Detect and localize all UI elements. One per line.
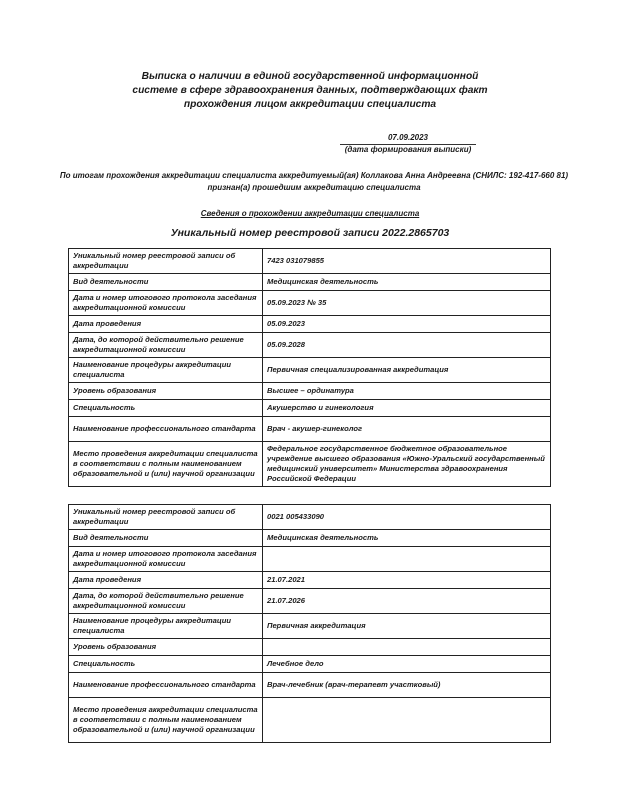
row-value: Врач - акушер-гинеколог — [263, 417, 551, 442]
table-row — [69, 505, 551, 530]
row-label: Уникальный номер реестровой записи об аккредитации — [69, 505, 263, 530]
document-title-line: системе в сфере здравоохранения данных, подтверждающих факт — [132, 85, 488, 96]
row-value — [263, 698, 551, 743]
row-value: 7423 031079855 — [263, 249, 551, 274]
row-value: Врач-лечебник (врач-терапевт участковый) — [263, 673, 551, 698]
table-row — [69, 316, 551, 333]
row-label: Дата и номер итогового протокола заседания аккредитационной комиссии — [69, 547, 263, 572]
row-label: Наименование профессионального стандарта — [69, 417, 263, 442]
accreditation-record-table — [68, 248, 551, 487]
row-value: 0021 005433090 — [263, 505, 551, 530]
section-title: Сведения о прохождении аккредитации специалиста — [200, 209, 420, 218]
table-row — [69, 572, 551, 589]
row-label: Дата, до которой действительно решение аккредитационной комиссии — [69, 589, 263, 614]
row-value: 21.07.2021 — [263, 572, 551, 589]
row-value: Федеральное государственное бюджетное образовательное учреждение высшего образования «Южно-Уральский государственный медицинский университет» Министерства здравоохранения Российской Федерации — [263, 442, 551, 487]
row-label: Вид деятельности — [69, 530, 263, 547]
table-row — [69, 333, 551, 358]
table-row — [69, 383, 551, 400]
row-label: Место проведения аккредитации специалиста в соответствии с полным наименованием образовательной и (или) научной организации — [69, 442, 263, 487]
table-row — [69, 358, 551, 383]
row-label: Место проведения аккредитации специалиста в соответствии с полным наименованием образовательной и (или) научной организации — [69, 698, 263, 743]
row-label: Специальность — [69, 400, 263, 417]
row-value — [263, 639, 551, 656]
table-row — [69, 639, 551, 656]
table-row — [69, 547, 551, 572]
issue-date-caption: (дата формирования выписки) — [344, 145, 472, 154]
table-row — [69, 589, 551, 614]
row-value: Первичная специализированная аккредитация — [263, 358, 551, 383]
row-value: Высшее – ординатура — [263, 383, 551, 400]
document-title — [100, 70, 520, 112]
table-row — [69, 249, 551, 274]
row-value: 05.09.2023 № 35 — [263, 291, 551, 316]
document-title-line: прохождения лицом аккредитации специалиста — [183, 99, 437, 110]
table-row — [69, 656, 551, 673]
row-label: Дата и номер итогового протокола заседания аккредитационной комиссии — [69, 291, 263, 316]
row-label: Уровень образования — [69, 639, 263, 656]
row-label: Наименование профессионального стандарта — [69, 673, 263, 698]
row-value: 05.09.2028 — [263, 333, 551, 358]
row-label: Дата проведения — [69, 572, 263, 589]
row-value: Медицинская деятельность — [263, 530, 551, 547]
table-row — [69, 291, 551, 316]
table-row — [69, 673, 551, 698]
issue-date-block — [340, 133, 476, 155]
intro-text: По итогам прохождения аккредитации специалиста аккредитуемый(ая) Коллакова Анна Андреевна (СНИЛС: 192-417-660 81) признан(а) прошедшим аккредитацию специалиста — [59, 171, 569, 192]
row-value: Первичная аккредитация — [263, 614, 551, 639]
row-label: Уровень образования — [69, 383, 263, 400]
table-row — [69, 274, 551, 291]
row-label: Уникальный номер реестровой записи об аккредитации — [69, 249, 263, 274]
table-row — [69, 400, 551, 417]
row-value — [263, 547, 551, 572]
row-value: Акушерство и гинекология — [263, 400, 551, 417]
row-value: 21.07.2026 — [263, 589, 551, 614]
row-value: Медицинская деятельность — [263, 274, 551, 291]
row-label: Наименование процедуры аккредитации специалиста — [69, 358, 263, 383]
table-row — [69, 530, 551, 547]
row-label: Специальность — [69, 656, 263, 673]
row-value: Лечебное дело — [263, 656, 551, 673]
issue-date: 07.09.2023 — [340, 133, 476, 145]
document-title-line: Выписка о наличии в единой государственной информационной — [141, 71, 479, 82]
accreditation-record-table — [68, 504, 551, 743]
row-label: Дата проведения — [69, 316, 263, 333]
table-row — [69, 614, 551, 639]
table-row — [69, 417, 551, 442]
registry-number-title: Уникальный номер реестровой записи 2022.2865703 — [170, 227, 450, 239]
table-row — [69, 698, 551, 743]
table-row — [69, 442, 551, 487]
row-label: Наименование процедуры аккредитации специалиста — [69, 614, 263, 639]
row-label: Дата, до которой действительно решение аккредитационной комиссии — [69, 333, 263, 358]
row-label: Вид деятельности — [69, 274, 263, 291]
row-value: 05.09.2023 — [263, 316, 551, 333]
